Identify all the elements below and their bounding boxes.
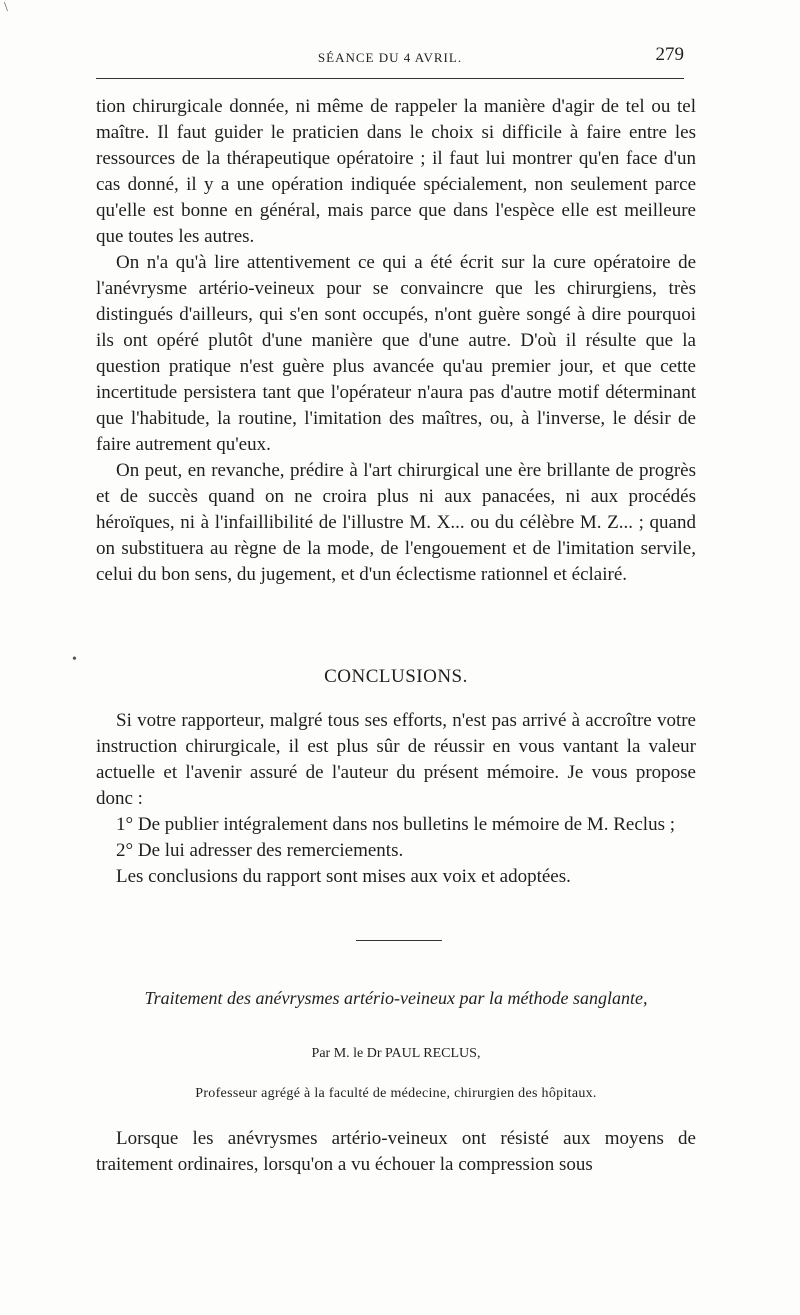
conclusions-item: 2° De lui adresser des remerciements. [116,840,404,861]
section-separator [356,940,442,941]
article-title: Traitement des anévrysmes artério-veineux par la méthode sanglante, [144,988,648,1008]
article-byline: Par M. le Dr PAUL RECLUS, [311,1046,481,1061]
article-paragraph: Lorsque les anévrysmes artério-veineux ont résisté aux moyens de traitement ordinaires, lorsqu'on a vu échouer la compression sous [96,1128,696,1175]
scan-mark: \ [4,0,8,15]
running-head [96,44,684,70]
body-paragraph: tion chirurgicale donnée, ni même de rappeler la manière d'agir de tel ou tel maître. Il faut guider le praticien dans le choix si difficile à faire entre les ressources de la thérapeutique opératoire ; il faut lui montrer qu'en face d'un cas donné, il y a une opération indiquée spécialement, non seulement parce qu'elle est bonne en général, mais parce que dans l'espèce elle est meilleure que toutes les autres. [96,96,696,247]
body-paragraph: On peut, en revanche, prédire à l'art chirurgical une ère brillante de progrès et de succès quand on ne croira plus ni aux panacées, ni aux procédés héroïques, ni à l'infaillibilité de l'illustre M. X... ou du célèbre M. Z... ; quand on substituera au règne de la mode, de l'engouement et de l'imitation servile, celui du bon sens, du jugement, et d'un éclectisme rationnel et éclairé. [96,460,696,585]
conclusions-text [96,708,696,890]
conclusions-paragraph: Les conclusions du rapport sont mises aux voix et adoptées. [116,866,571,887]
page-number: 279 [655,44,684,65]
conclusions-item: 1° De publier intégralement dans nos bulletins le mémoire de M. Reclus ; [116,814,675,835]
margin-dot: • [72,652,77,667]
header-rule [96,78,684,79]
body-text [96,94,696,588]
author-affiliation: Professeur agrégé à la faculté de médecine, chirurgien des hôpitaux. [195,1086,597,1101]
running-title: SÉANCE DU 4 AVRIL. [317,50,463,65]
article-opening [96,1126,696,1178]
conclusions-paragraph: Si votre rapporteur, malgré tous ses efforts, n'est pas arrivé à accroître votre instruction chirurgicale, il est plus sûr de réussir en vous vantant la valeur actuelle et l'avenir assuré de l'auteur du présent mémoire. Je vous propose donc : [96,710,696,809]
conclusions-heading: CONCLUSIONS. [324,666,468,687]
body-paragraph: On n'a qu'à lire attentivement ce qui a été écrit sur la cure opératoire de l'anévrysme artério-veineux pour se convaincre que les chirurgiens, très distingués d'ailleurs, qui s'en sont occupés, n'ont guère songé à dire pourquoi ils ont opéré plutôt d'une manière que d'une autre. D'où il résulte que la question pratique n'est guère plus avancée qu'au premier jour, et que cette incertitude persistera tant que l'opérateur n'aura pas d'autre motif déterminant que l'habitude, la routine, l'imitation des maîtres, ou, à l'inverse, le désir de faire autrement qu'eux. [96,252,696,455]
